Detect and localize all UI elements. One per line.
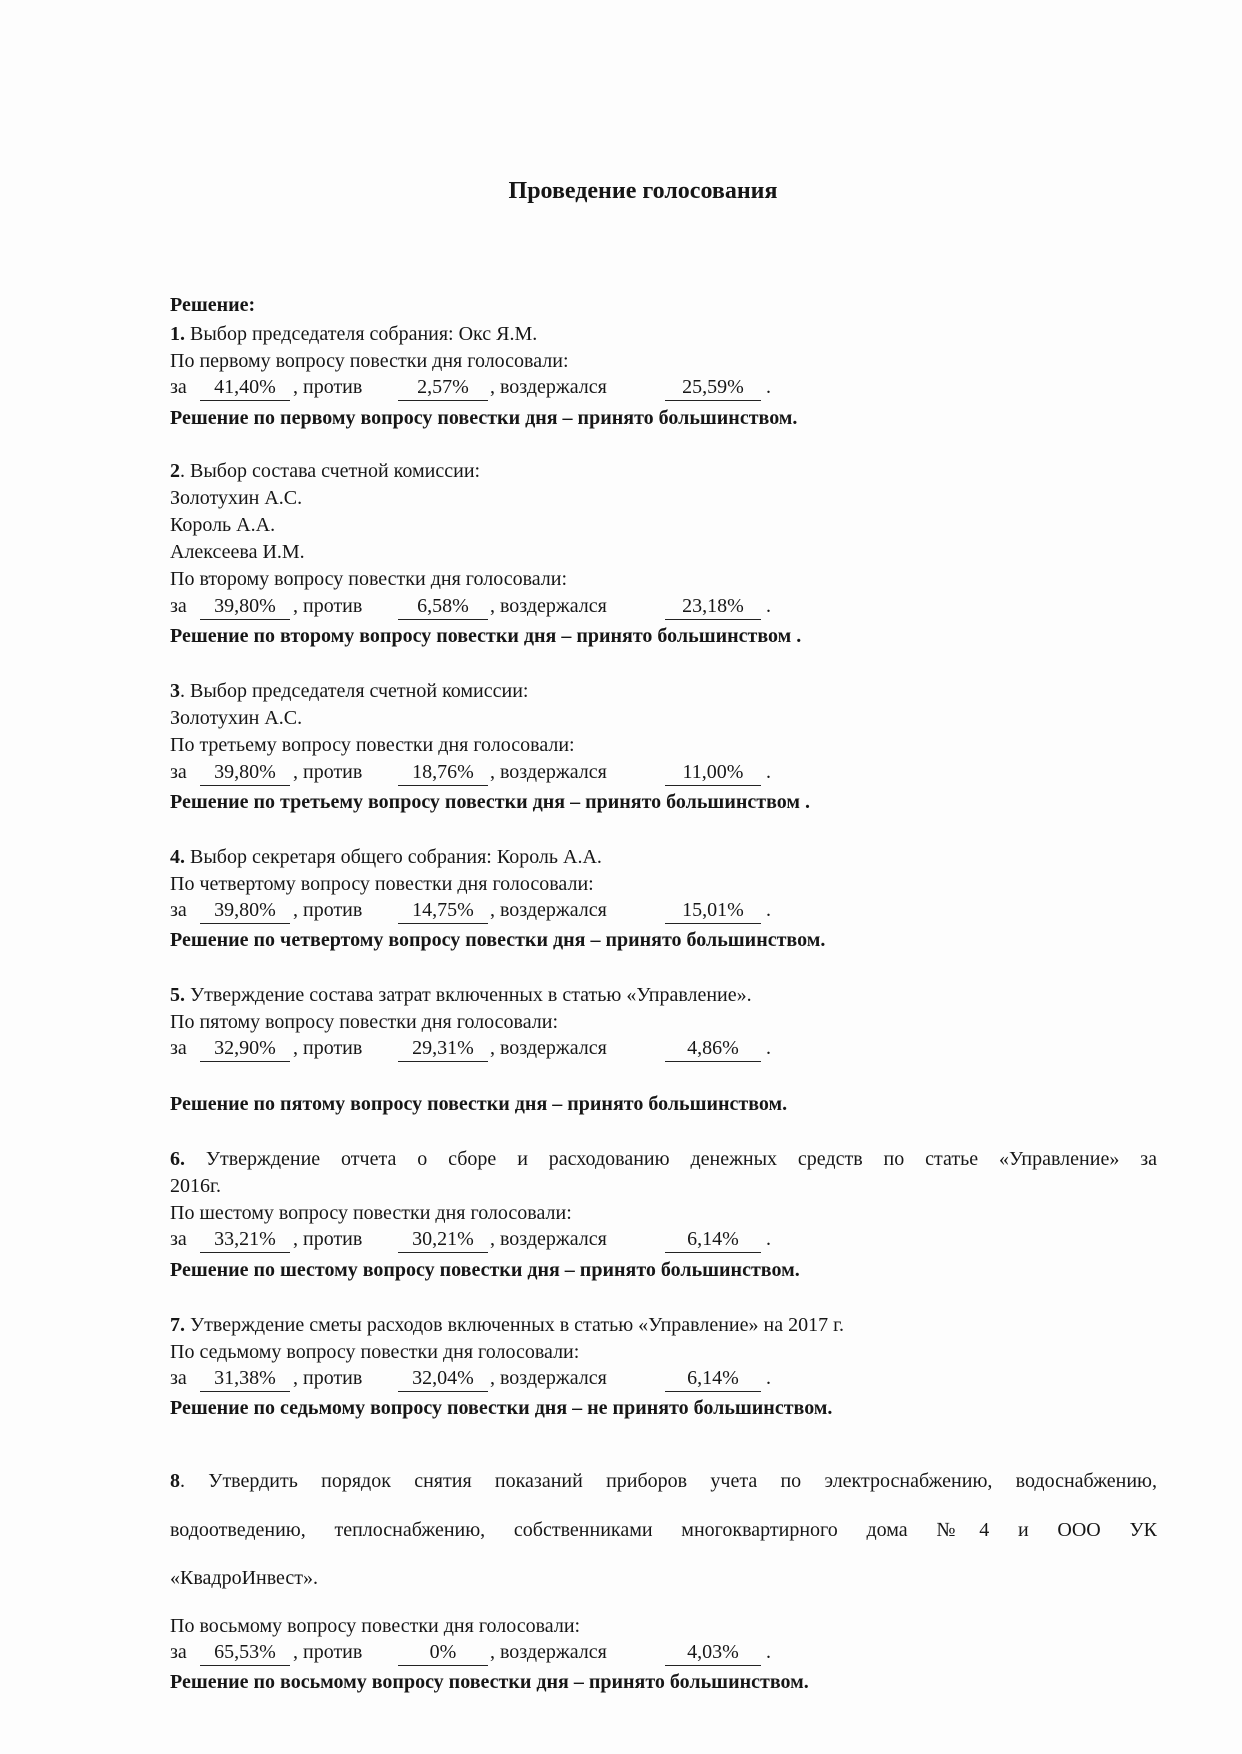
value-against: 18,76% <box>398 761 488 786</box>
vote-intro: По седьмому вопросу повестки дня голосовали: <box>170 1341 580 1363</box>
value-abstained: 25,59% <box>665 376 761 401</box>
label-against: , против <box>293 595 363 617</box>
candidate: Золотухин А.С. <box>170 707 303 729</box>
item-heading <box>170 322 537 346</box>
item-number: 8 <box>170 1470 180 1492</box>
label-abstained: , воздержался <box>490 1367 607 1389</box>
end-mark: . <box>766 899 771 921</box>
item-heading <box>170 679 528 703</box>
label-against: , против <box>293 1367 363 1389</box>
value-against: 2,57% <box>398 376 488 401</box>
item-text: Утверждение сметы расходов включенных в статью «Управление» на 2017 г. <box>185 1314 845 1336</box>
item-result: Решение по первому вопросу повестки дня – принято большинством. <box>170 407 798 429</box>
item-text: . Выбор председателя счетной комиссии: <box>180 680 529 702</box>
item-text: Утверждение отчета о сборе и расходованию денежных средств по статье «Управление» за <box>185 1148 1157 1170</box>
value-abstained: 11,00% <box>665 761 761 786</box>
document-title: Проведение голосования <box>508 178 778 204</box>
label-against: , против <box>293 1228 363 1250</box>
candidate: Король А.А. <box>170 514 276 536</box>
item-number: 7. <box>170 1314 185 1336</box>
end-mark: . <box>766 595 771 617</box>
vote-results <box>170 376 790 402</box>
item-heading <box>170 983 752 1007</box>
vote-results <box>170 1367 790 1393</box>
candidate: Алексеева И.М. <box>170 541 305 563</box>
item-number: 4. <box>170 846 185 868</box>
end-mark: . <box>766 1228 771 1250</box>
item-number: 1. <box>170 323 185 345</box>
item-number: 2 <box>170 460 180 482</box>
item-result: Решение по шестому вопросу повестки дня – принято большинством. <box>170 1259 800 1281</box>
item-text: Выбор председателя собрания: Окс Я.М. <box>185 323 538 345</box>
label-against: , против <box>293 761 363 783</box>
value-against: 6,58% <box>398 595 488 620</box>
item-heading <box>170 1469 1157 1493</box>
vote-results <box>170 899 790 925</box>
label-for: за <box>170 899 187 921</box>
candidate: Золотухин А.С. <box>170 487 303 509</box>
decision-heading: Решение: <box>170 294 256 316</box>
label-for: за <box>170 761 187 783</box>
item-text-continued: «КвадроИнвест». <box>170 1567 319 1589</box>
item-result: Решение по восьмому вопросу повестки дня – принято большинством. <box>170 1671 809 1693</box>
value-abstained: 15,01% <box>665 899 761 924</box>
value-for: 65,53% <box>200 1641 290 1666</box>
end-mark: . <box>766 1367 771 1389</box>
value-for: 32,90% <box>200 1037 290 1062</box>
vote-intro: По первому вопросу повестки дня голосовали: <box>170 350 569 372</box>
value-against: 0% <box>398 1641 488 1666</box>
label-for: за <box>170 595 187 617</box>
label-against: , против <box>293 1037 363 1059</box>
item-text: . Утвердить порядок снятия показаний приборов учета по электроснабжению, водоснабжению, <box>180 1470 1157 1492</box>
item-text-continued: водоотведению, теплоснабжению, собственниками многоквартирного дома №4 и ООО УК <box>170 1519 1157 1541</box>
value-abstained: 23,18% <box>665 595 761 620</box>
label-for: за <box>170 376 187 398</box>
vote-results <box>170 761 790 787</box>
item-text: Выбор секретаря общего собрания: Король А.А. <box>185 846 602 868</box>
item-heading <box>170 459 480 483</box>
item-heading <box>170 845 602 869</box>
end-mark: . <box>766 761 771 783</box>
value-abstained: 6,14% <box>665 1367 761 1392</box>
value-for: 39,80% <box>200 899 290 924</box>
label-for: за <box>170 1367 187 1389</box>
item-result: Решение по седьмому вопросу повестки дня – не принято большинством. <box>170 1397 833 1419</box>
label-abstained: , воздержался <box>490 1641 607 1663</box>
label-against: , против <box>293 1641 363 1663</box>
value-against: 30,21% <box>398 1228 488 1253</box>
item-number: 5. <box>170 984 185 1006</box>
end-mark: . <box>766 1641 771 1663</box>
vote-results <box>170 1037 790 1063</box>
item-number: 3 <box>170 680 180 702</box>
item-number: 6. <box>170 1148 185 1170</box>
item-result: Решение по третьему вопросу повестки дня – принято большинством . <box>170 791 810 813</box>
label-for: за <box>170 1228 187 1250</box>
vote-intro: По четвертому вопросу повестки дня голосовали: <box>170 873 594 895</box>
label-for: за <box>170 1037 187 1059</box>
value-against: 32,04% <box>398 1367 488 1392</box>
value-abstained: 4,86% <box>665 1037 761 1062</box>
label-against: , против <box>293 376 363 398</box>
value-against: 29,31% <box>398 1037 488 1062</box>
label-for: за <box>170 1641 187 1663</box>
value-for: 39,80% <box>200 595 290 620</box>
item-heading <box>170 1147 1157 1171</box>
label-abstained: , воздержался <box>490 1228 607 1250</box>
value-for: 39,80% <box>200 761 290 786</box>
label-abstained: , воздержался <box>490 899 607 921</box>
value-for: 33,21% <box>200 1228 290 1253</box>
value-for: 31,38% <box>200 1367 290 1392</box>
value-abstained: 4,03% <box>665 1641 761 1666</box>
value-abstained: 6,14% <box>665 1228 761 1253</box>
end-mark: . <box>766 376 771 398</box>
item-result: Решение по пятому вопросу повестки дня – принято большинством. <box>170 1093 788 1115</box>
label-abstained: , воздержался <box>490 761 607 783</box>
value-against: 14,75% <box>398 899 488 924</box>
label-abstained: , воздержался <box>490 376 607 398</box>
vote-intro: По третьему вопросу повестки дня голосовали: <box>170 734 575 756</box>
label-abstained: , воздержался <box>490 595 607 617</box>
vote-results <box>170 595 790 621</box>
vote-results <box>170 1641 790 1667</box>
item-result: Решение по четвертому вопросу повестки дня – принято большинством. <box>170 929 826 951</box>
item-result: Решение по второму вопросу повестки дня – принято большинством . <box>170 625 802 647</box>
end-mark: . <box>766 1037 771 1059</box>
item-text: Утверждение состава затрат включенных в статью «Управление». <box>185 984 752 1006</box>
item-heading <box>170 1313 844 1337</box>
item-text: . Выбор состава счетной комиссии: <box>180 460 481 482</box>
value-for: 41,40% <box>200 376 290 401</box>
vote-intro: По пятому вопросу повестки дня голосовали: <box>170 1011 559 1033</box>
label-abstained: , воздержался <box>490 1037 607 1059</box>
vote-intro: По второму вопросу повестки дня голосовали: <box>170 568 568 590</box>
vote-results <box>170 1228 790 1254</box>
vote-intro: По восьмому вопросу повестки дня голосовали: <box>170 1615 581 1637</box>
vote-intro: По шестому вопросу повестки дня голосовали: <box>170 1202 572 1224</box>
label-against: , против <box>293 899 363 921</box>
item-text-continued: 2016г. <box>170 1175 221 1197</box>
